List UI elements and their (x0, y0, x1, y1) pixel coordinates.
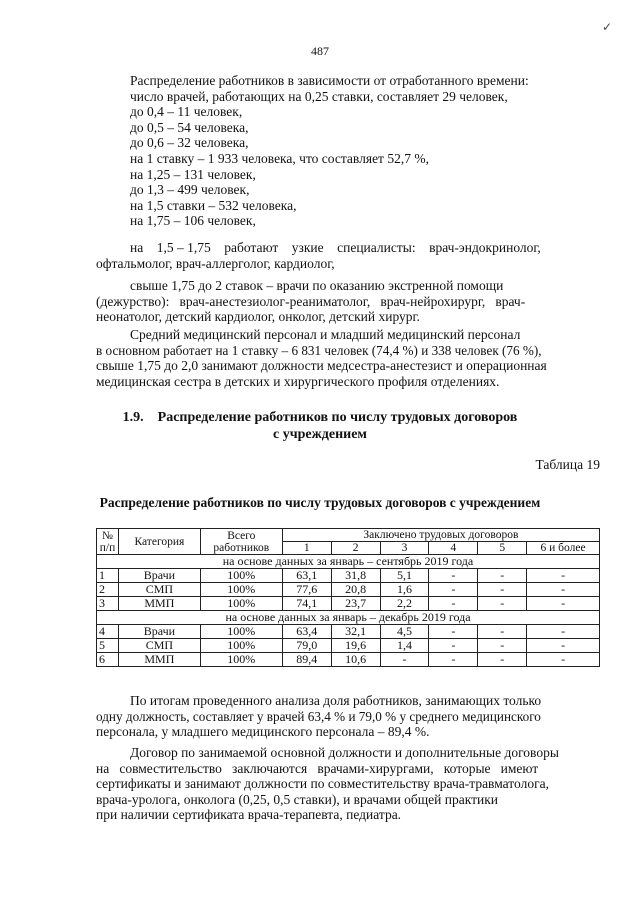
cell-total: 100% (200, 639, 282, 653)
text-line: одну должность, составляет у врачей 63,4 % и 79,0 % у среднего медицинского (96, 708, 541, 724)
text-line: до 0,6 – 32 человека, (130, 135, 249, 151)
header-col: 3 (380, 542, 429, 555)
header-total: Всего работников (200, 529, 282, 555)
header-col: 4 (429, 542, 478, 555)
cell-total: 100% (200, 597, 282, 611)
scan-mark-icon: ✓ (601, 20, 612, 34)
group-title: на основе данных за январь – декабрь 2019 года (97, 611, 600, 625)
text-line: сертификаты и занимают должности по совместительству врача-травматолога, (96, 776, 549, 792)
text-line: на 1,5 ставки – 532 человека, (130, 197, 297, 213)
table-row (97, 625, 600, 639)
header-col: 6 и более (527, 542, 600, 555)
emergency-paragraph (96, 278, 600, 325)
cell-category: Врачи (118, 569, 200, 583)
cell-value: - (429, 597, 478, 611)
cell-value: 23,7 (331, 597, 380, 611)
section-heading-line: с учреждением (273, 427, 367, 442)
cell-num: 6 (97, 653, 119, 667)
text-line: персонала, у младшего медицинского персонала – 89,4 %. (96, 724, 430, 740)
text-line: Средний медицинский персонал и младший медицинский персонал (130, 327, 521, 342)
cell-value: 4,5 (380, 625, 429, 639)
group-title: на основе данных за январь – сентябрь 2019 года (97, 555, 600, 569)
text-line: на 1 ставку – 1 933 человека, что составляет 52,7 %, (130, 150, 429, 166)
cell-value: 1,4 (380, 639, 429, 653)
cell-value: - (527, 597, 600, 611)
text-line: Договор по занимаемой основной должности и дополнительные договоры (130, 745, 559, 760)
work-time-distribution-paragraph (96, 73, 600, 229)
text-line: По итогам проведенного анализа доля работников, занимающих только (130, 693, 542, 708)
cell-value: 20,8 (331, 583, 380, 597)
cell-value: - (527, 583, 600, 597)
cell-value: - (478, 583, 527, 597)
table-group-row (97, 555, 600, 569)
page-number: 487 (311, 44, 329, 58)
contracts-table (96, 528, 600, 667)
text-line: медицинская сестра в детских и хирургического профиля отделениях. (96, 373, 500, 389)
table-row (97, 653, 600, 667)
table-row (97, 569, 600, 583)
text-line: свыше 1,75 до 2 ставок – врачи по оказанию экстренной помощи (130, 278, 504, 293)
header-contracts: Заключено трудовых договоров (282, 529, 599, 542)
results-paragraph (96, 693, 600, 740)
header-category: Категория (118, 529, 200, 555)
cell-total: 100% (200, 625, 282, 639)
nursing-staff-paragraph (96, 327, 600, 389)
header-num: № п/п (97, 529, 119, 555)
table-row (97, 639, 600, 653)
section-heading (0, 409, 640, 443)
text-line: на 1,25 – 131 человек, (130, 166, 256, 182)
cell-value: 89,4 (282, 653, 331, 667)
cell-value: - (478, 597, 527, 611)
cell-num: 5 (97, 639, 119, 653)
text-line: свыше 1,75 до 2,0 занимают должности медсестра-анестезист и операционная (96, 358, 547, 374)
text-line: до 0,5 – 54 человека, (130, 119, 249, 135)
table-group-row (97, 611, 600, 625)
cell-value: 79,0 (282, 639, 331, 653)
text-line: при наличии сертификата врача-терапевта, педиатра. (96, 807, 402, 823)
contracts-paragraph (96, 745, 600, 823)
text-line: на 1,75 – 106 человек, (130, 213, 256, 229)
cell-value: - (527, 653, 600, 667)
cell-value: - (478, 639, 527, 653)
cell-value: - (380, 653, 429, 667)
table-row (97, 583, 600, 597)
cell-value: - (478, 569, 527, 583)
cell-value: - (478, 653, 527, 667)
cell-value: 74,1 (282, 597, 331, 611)
text-line: в основном работает на 1 ставку – 6 831 человек (74,4 %) и 338 человек (76 %), (96, 342, 542, 358)
cell-category: СМП (118, 639, 200, 653)
cell-total: 100% (200, 569, 282, 583)
text-line: на совместительство заключаются врачами-хирургами, которые имеют (96, 760, 539, 776)
cell-total: 100% (200, 653, 282, 667)
specialists-paragraph (96, 240, 600, 271)
cell-value: 77,6 (282, 583, 331, 597)
cell-value: 1,6 (380, 583, 429, 597)
cell-num: 1 (97, 569, 119, 583)
cell-category: Врачи (118, 625, 200, 639)
cell-num: 2 (97, 583, 119, 597)
text-line: до 1,3 – 499 человек, (130, 182, 250, 198)
cell-value: - (478, 625, 527, 639)
cell-category: ММП (118, 653, 200, 667)
cell-total: 100% (200, 583, 282, 597)
section-heading-line: 1.9. Распределение работников по числу трудовых договоров (122, 410, 518, 425)
cell-value: 19,6 (331, 639, 380, 653)
header-col: 1 (282, 542, 331, 555)
table-row (97, 597, 600, 611)
cell-value: - (527, 569, 600, 583)
cell-value: 31,8 (331, 569, 380, 583)
table-number-label: Таблица 19 (535, 457, 600, 472)
cell-category: ММП (118, 597, 200, 611)
text-line: врача-уролога, онколога (0,25, 0,5 ставки), и врачами общей практики (96, 791, 499, 807)
header-col: 5 (478, 542, 527, 555)
cell-value: 10,6 (331, 653, 380, 667)
text-line: на 1,5 – 1,75 работают узкие специалисты: врач-эндокринолог, (130, 240, 541, 255)
cell-category: СМП (118, 583, 200, 597)
cell-value: 5,1 (380, 569, 429, 583)
cell-value: - (527, 639, 600, 653)
table-caption: Распределение работников по числу трудовых договоров с учреждением (99, 495, 541, 510)
text-line: неонатолог, детский кардиолог, онколог, детский хирург. (96, 309, 420, 325)
cell-value: - (429, 639, 478, 653)
cell-value: - (429, 625, 478, 639)
cell-value: 32,1 (331, 625, 380, 639)
cell-value: 2,2 (380, 597, 429, 611)
text-line: (дежурство): врач-анестезиолог-реаниматолог, врач-нейрохирург, врач- (96, 293, 526, 309)
cell-num: 4 (97, 625, 119, 639)
text-line: офтальмолог, врач-аллерголог, кардиолог, (96, 255, 335, 271)
cell-value: - (527, 625, 600, 639)
cell-num: 3 (97, 597, 119, 611)
cell-value: - (429, 583, 478, 597)
cell-value: 63,4 (282, 625, 331, 639)
text-line: число врачей, работающих на 0,25 ставки, составляет 29 человек, (130, 88, 508, 104)
cell-value: 63,1 (282, 569, 331, 583)
header-col: 2 (331, 542, 380, 555)
table-header-row (97, 529, 600, 542)
text-line: Распределение работников в зависимости от отработанного времени: (130, 73, 529, 88)
cell-value: - (429, 653, 478, 667)
cell-value: - (429, 569, 478, 583)
text-line: до 0,4 – 11 человек, (130, 104, 243, 120)
